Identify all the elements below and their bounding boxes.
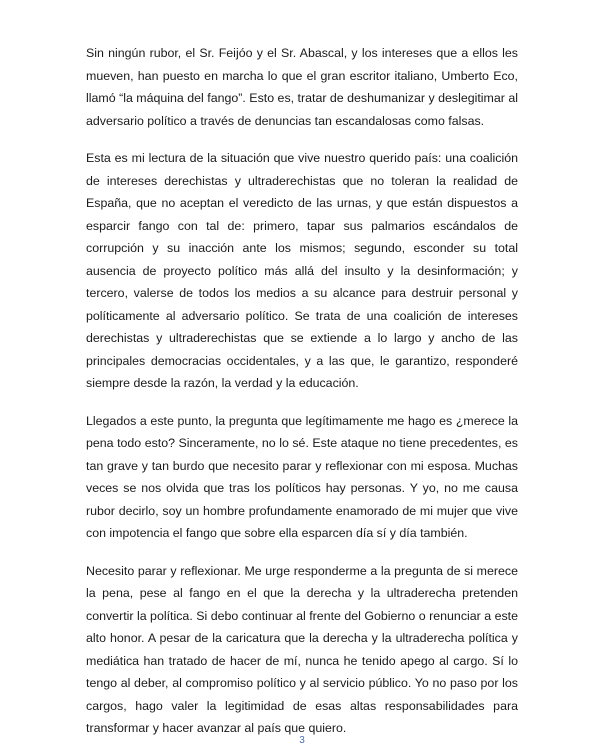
page-number: 3 — [299, 735, 305, 746]
document-body — [86, 42, 518, 755]
paragraph-4: Necesito parar y reflexionar. Me urge responderme a la pregunta de si merece la pena, pese al fango en el que la derecha y la ultraderecha pretenden convertir la política. Si debo continuar al frente del Gobierno o renunciar a este alto honor. A pesar de la caricatura que la derecha y la ultraderecha política y mediática han tratado de hacer de mí, nunca he tenido apego al cargo. Sí lo tengo al deber, al compromiso político y al servicio público. Yo no paso por los cargos, hago valer la legitimidad de esas altas responsabilidades para transformar y hacer avanzar al país que quiero. — [86, 563, 518, 735]
paragraph-2: Esta es mi lectura de la situación que vive nuestro querido país: una coalición de intereses derechistas y ultraderechistas que no toleran la realidad de España, que no aceptan el veredicto de las urnas, y que están dispuestos a esparcir fango con tal de: primero, tapar sus palmarios escándalos de corrupción y su inacción ante los mismos; segundo, esconder su total ausencia de proyecto político más allá del insulto y la desinformación; y tercero, valerse de todos los medios a su alcance para destruir personal y políticamente al adversario político. Se trata de una coalición de intereses derechistas y ultraderechistas que se extiende a lo largo y ancho de las principales democracias occidentales, y a las que, le garantizo, responderé siempre desde la razón, la verdad y la educación. — [86, 151, 518, 390]
paragraph-3: Llegados a este punto, la pregunta que legítimamente me hago es ¿merece la pena todo esto? Sinceramente, no lo sé. Este ataque no tiene precedentes, es tan grave y tan burdo que necesito parar y reflexionar con mi esposa. Muchas veces se nos olvida que tras los políticos hay personas. Y yo, no me causa rubor decirlo, soy un hombre profundamente enamorado de mi mujer que vive con impotencia el fango que sobre ella esparcen día sí y día también. — [86, 413, 518, 540]
paragraph-1: Sin ningún rubor, el Sr. Feijóo y el Sr. Abascal, y los intereses que a ellos les mueven, han puesto en marcha lo que el gran escritor italiano, Umberto Eco, llamó “la máquina del fango”. Esto es, tratar de deshumanizar y deslegitimar al adversario político a través de denuncias tan escandalosas como falsas. — [86, 46, 518, 128]
